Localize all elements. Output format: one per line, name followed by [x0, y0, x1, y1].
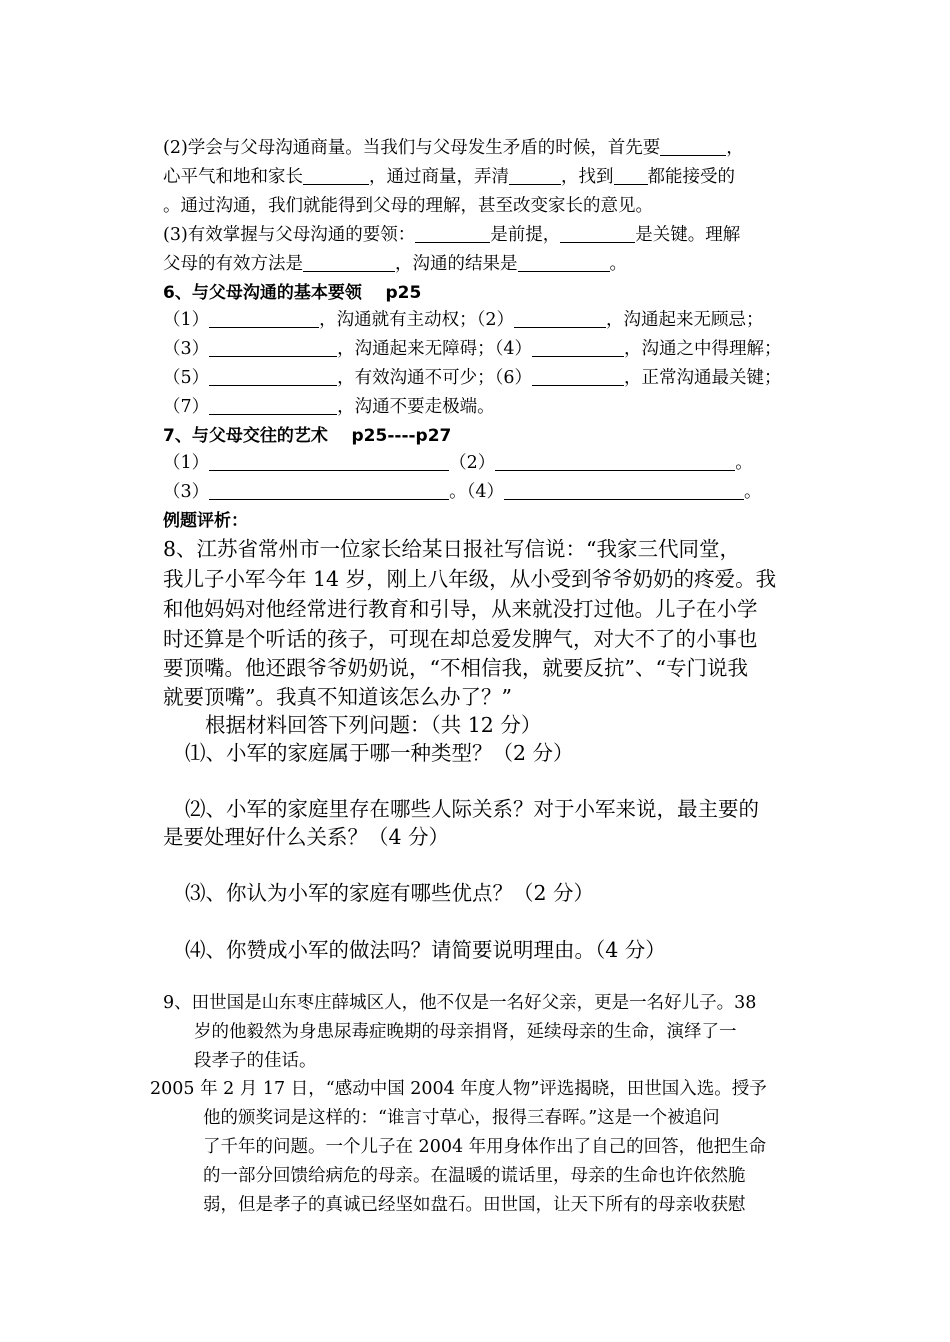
- answer-blank[interactable]: [209, 453, 449, 472]
- q8-question-1: ⑴、小军的家庭属于哪一种类型？（2 分）: [185, 741, 574, 765]
- sec5-line-3: 。通过沟通，我们就能得到父母的理解，甚至改变家长的意见。: [163, 196, 653, 216]
- answer-blank[interactable]: [495, 453, 735, 472]
- answer-blank[interactable]: [209, 368, 337, 387]
- answer-blank[interactable]: [415, 225, 490, 244]
- q9-line: 他的颁奖词是这样的：“谁言寸草心，报得三春晖。”这是一个被追问: [203, 1108, 720, 1128]
- q9-line: 弱，但是孝子的真诚已经坚如盘石。田世国，让天下所有的母亲收获慰: [203, 1195, 746, 1215]
- q8-question-3: ⑶、你认为小军的家庭有哪些优点？（2 分）: [185, 881, 595, 905]
- section6-title: 6、与父母沟通的基本要领 p25: [163, 283, 422, 303]
- answer-blank[interactable]: [518, 254, 610, 273]
- q8-line: 要顶嘴。他还跟爷爷奶奶说，“不相信我，就要反抗”、“专门说我: [163, 656, 748, 680]
- q9-line: 了千年的问题。一个儿子在 2004 年用身体作出了自己的回答，他把生命: [203, 1137, 767, 1157]
- q8-line: 我儿子小军今年 14 岁，刚上八年级，从小受到爷爷奶奶的疼爱。我: [163, 567, 777, 591]
- answer-blank[interactable]: [514, 310, 606, 329]
- answer-blank[interactable]: [660, 138, 726, 157]
- examples-heading: 例题评析：: [163, 511, 248, 531]
- q9-line: 2005 年 2 月 17 日，“感动中国 2004 年度人物”评选揭晓，田世国入选。授予: [150, 1079, 767, 1099]
- sec6-line-1: （1） ，沟通就有主动权；（2） ，沟通起来无顾忌；: [163, 310, 764, 330]
- q9-line: 岁的他毅然为身患尿毒症晚期的母亲捐肾，延续母亲的生命，演绎了一: [194, 1022, 737, 1042]
- q8-line: 时还算是个听话的孩子，可现在却总爱发脾气，对大不了的小事也: [163, 627, 758, 651]
- q9-line: 的一部分回馈给病危的母亲。在温暖的谎话里，母亲的生命也许依然脆: [203, 1166, 746, 1186]
- answer-blank[interactable]: [532, 339, 624, 358]
- q9-line: 段孝子的佳话。: [194, 1051, 317, 1071]
- section7-title: 7、与父母交往的艺术 p25----p27: [163, 426, 452, 446]
- q8-line: 就要顶嘴”。我真不知道该怎么办了？”: [163, 685, 512, 709]
- answer-blank[interactable]: [209, 482, 449, 501]
- answer-blank[interactable]: [209, 339, 337, 358]
- answer-blank[interactable]: [509, 167, 561, 186]
- sec7-line-1: （1） （2） 。: [163, 453, 753, 473]
- sec5-line-1: (2)学会与父母沟通商量。当我们与父母发生矛盾的时候，首先要 ，: [163, 138, 744, 158]
- answer-blank[interactable]: [209, 310, 319, 329]
- sec7-line-2: （3） 。（4） 。: [163, 482, 762, 502]
- q9-line: 9、田世国是山东枣庄薛城区人，他不仅是一名好父亲，更是一名好儿子。38: [163, 993, 757, 1013]
- q8-question-2-cont: 是要处理好什么关系？（4 分）: [163, 825, 450, 849]
- answer-blank[interactable]: [209, 397, 337, 416]
- q8-question-2: ⑵、小军的家庭里存在哪些人际关系？对于小军来说，最主要的: [185, 797, 759, 821]
- sec5-line-4: (3)有效掌握与父母沟通的要领： 是前提， 是关键。理解: [163, 225, 741, 245]
- answer-blank[interactable]: [560, 225, 635, 244]
- sec5-line-2: 心平气和地和家长 ，通过商量，弄清 ，找到 都能接受的: [163, 167, 735, 187]
- answer-blank[interactable]: [504, 482, 744, 501]
- q8-line: 和他妈妈对他经常进行教育和引导，从来就没打过他。儿子在小学: [163, 597, 758, 621]
- sec6-line-2: （3） ，沟通起来无障碍；（4） ，沟通之中得理解；: [163, 339, 782, 359]
- answer-blank[interactable]: [614, 167, 648, 186]
- sec5-line-5: 父母的有效方法是 ，沟通的结果是 。: [163, 254, 627, 274]
- sec6-line-3: （5） ，有效沟通不可少；（6） ，正常沟通最关键；: [163, 368, 782, 388]
- q8-instruction: 根据材料回答下列问题：（共 12 分）: [205, 713, 542, 737]
- sec6-line-4: （7） ，沟通不要走极端。: [163, 397, 495, 417]
- q8-question-4: ⑷、你赞成小军的做法吗？请简要说明理由。（4 分）: [185, 938, 666, 962]
- answer-blank[interactable]: [303, 167, 369, 186]
- answer-blank[interactable]: [532, 368, 624, 387]
- q8-line: 8、江苏省常州市一位家长给某日报社写信说：“我家三代同堂，: [163, 537, 741, 561]
- answer-blank[interactable]: [303, 254, 395, 273]
